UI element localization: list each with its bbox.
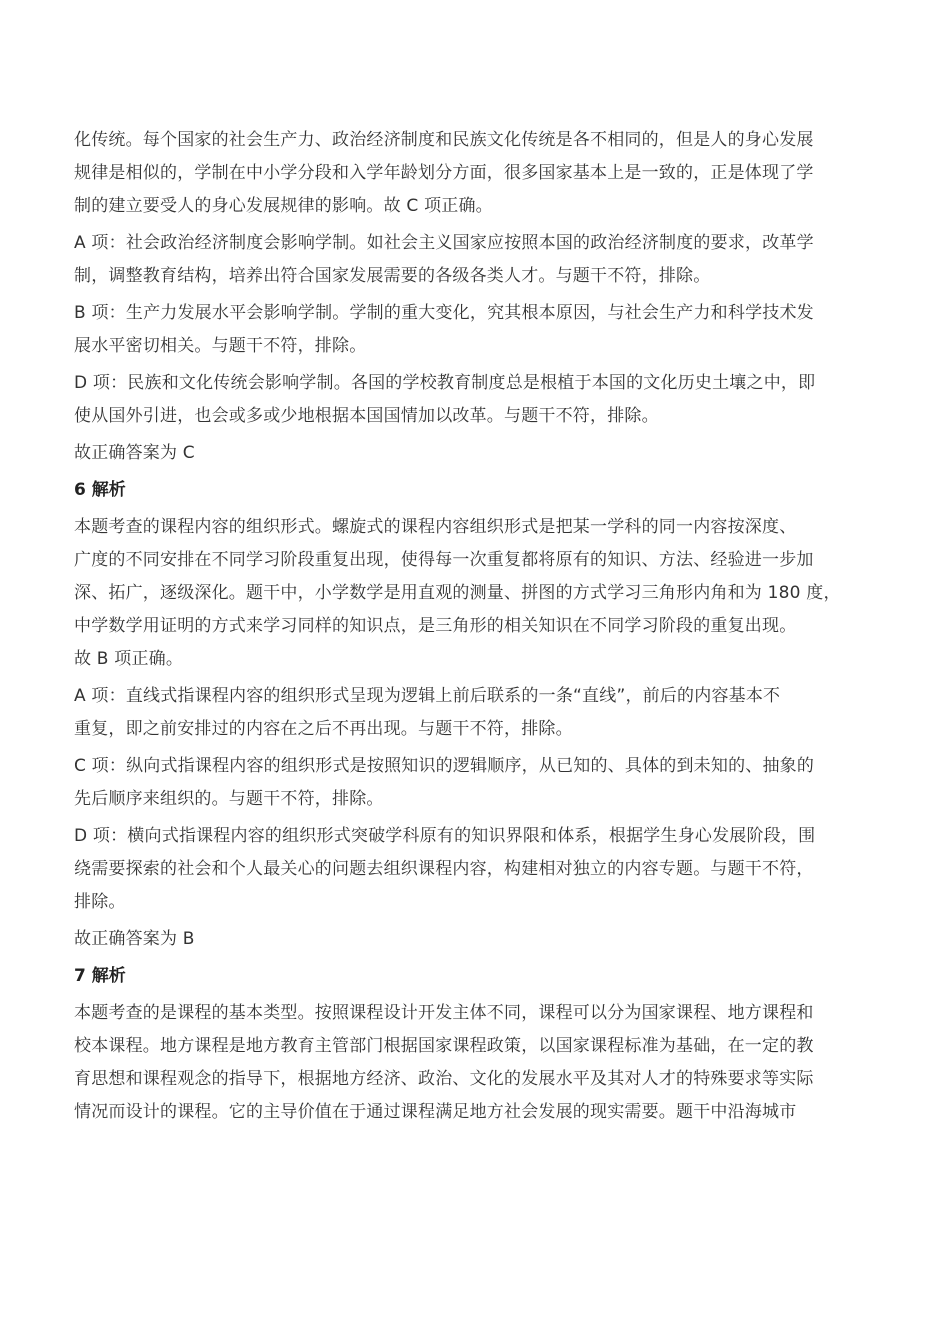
text-line: 重复，即之前安排过的内容在之后不再出现。与题干不符，排除。 — [74, 719, 573, 739]
text-line: 制的建立要受人的身心发展规律的影响。故 C 项正确。 — [74, 196, 493, 216]
text-line: 本题考查的课程内容的组织形式。螺旋式的课程内容组织形式是把某一学科的同一内容按深度、 — [74, 517, 797, 537]
q6-answer: 故正确答案为 B — [74, 929, 195, 949]
q7-explanation — [74, 997, 880, 1129]
q6-option-c — [74, 750, 880, 816]
text-line: 广度的不同安排在不同学习阶段重复出现，使得每一次重复都将原有的知识、方法、经验进一步加 — [74, 550, 814, 570]
text-line: 制，调整教育结构，培养出符合国家发展需要的各级各类人才。与题干不符，排除。 — [74, 266, 711, 286]
text-line: 排除。 — [74, 892, 126, 912]
q6-explanation — [74, 511, 880, 676]
text-line: 育思想和课程观念的指导下，根据地方经济、政治、文化的发展水平及其对人才的特殊要求等实际 — [74, 1069, 814, 1089]
text-line: 化传统。每个国家的社会生产力、政治经济制度和民族文化传统是各不相同的，但是人的身心发展 — [74, 130, 814, 150]
q5-option-a — [74, 227, 880, 293]
text-line: A 项：直线式指课程内容的组织形式呈现为逻辑上前后联系的一条“直线”，前后的内容基本不 — [74, 686, 781, 706]
text-line: 展水平密切相关。与题干不符，排除。 — [74, 336, 367, 356]
text-line: D 项：民族和文化传统会影响学制。各国的学校教育制度总是根植于本国的文化历史土壤之中，即 — [74, 373, 816, 393]
text-line: 深、拓广，逐级深化。题干中，小学数学是用直观的测量、拼图的方式学习三角形内角和为 180 度， — [74, 583, 841, 603]
text-line: 先后顺序来组织的。与题干不符，排除。 — [74, 789, 384, 809]
text-line: 情况而设计的课程。它的主导价值在于通过课程满足地方社会发展的现实需要。题干中沿海城市 — [74, 1102, 797, 1122]
text-line: 本题考查的是课程的基本类型。按照课程设计开发主体不同，课程可以分为国家课程、地方课程和 — [74, 1003, 814, 1023]
text-line: 规律是相似的，学制在中小学分段和入学年龄划分方面，很多国家基本上是一致的，正是体现了学 — [74, 163, 814, 183]
text-line: 使从国外引进，也会或多或少地根据本国国情加以改革。与题干不符，排除。 — [74, 406, 659, 426]
text-line: B 项：生产力发展水平会影响学制。学制的重大变化，究其根本原因，与社会生产力和科学技术发 — [74, 303, 814, 323]
text-line: A 项：社会政治经济制度会影响学制。如社会主义国家应按照本国的政治经济制度的要求，改革学 — [74, 233, 814, 253]
text-line: C 项：纵向式指课程内容的组织形式是按照知识的逻辑顺序，从已知的、具体的到未知的、抽象的 — [74, 756, 815, 776]
document-page — [74, 124, 880, 1133]
q5-explanation-tail — [74, 124, 880, 223]
q5-option-d — [74, 367, 880, 433]
text-line: 校本课程。地方课程是地方教育主管部门根据国家课程政策，以国家课程标准为基础，在一定的教 — [74, 1036, 814, 1056]
text-line: 中学数学用证明的方式来学习同样的知识点，是三角形的相关知识在不同学习阶段的重复出现。 — [74, 616, 797, 636]
q5-option-b — [74, 297, 880, 363]
q6-heading: 6 解析 — [74, 480, 126, 500]
q5-answer: 故正确答案为 C — [74, 443, 195, 463]
q7-heading: 7 解析 — [74, 966, 126, 986]
q6-option-d — [74, 820, 880, 919]
q6-option-a — [74, 680, 880, 746]
text-line: 故 B 项正确。 — [74, 649, 184, 669]
text-line: 绕需要探索的社会和个人最关心的问题去组织课程内容，构建相对独立的内容专题。与题干不符， — [74, 859, 814, 879]
text-line: D 项：横向式指课程内容的组织形式突破学科原有的知识界限和体系，根据学生身心发展阶段，围 — [74, 826, 816, 846]
